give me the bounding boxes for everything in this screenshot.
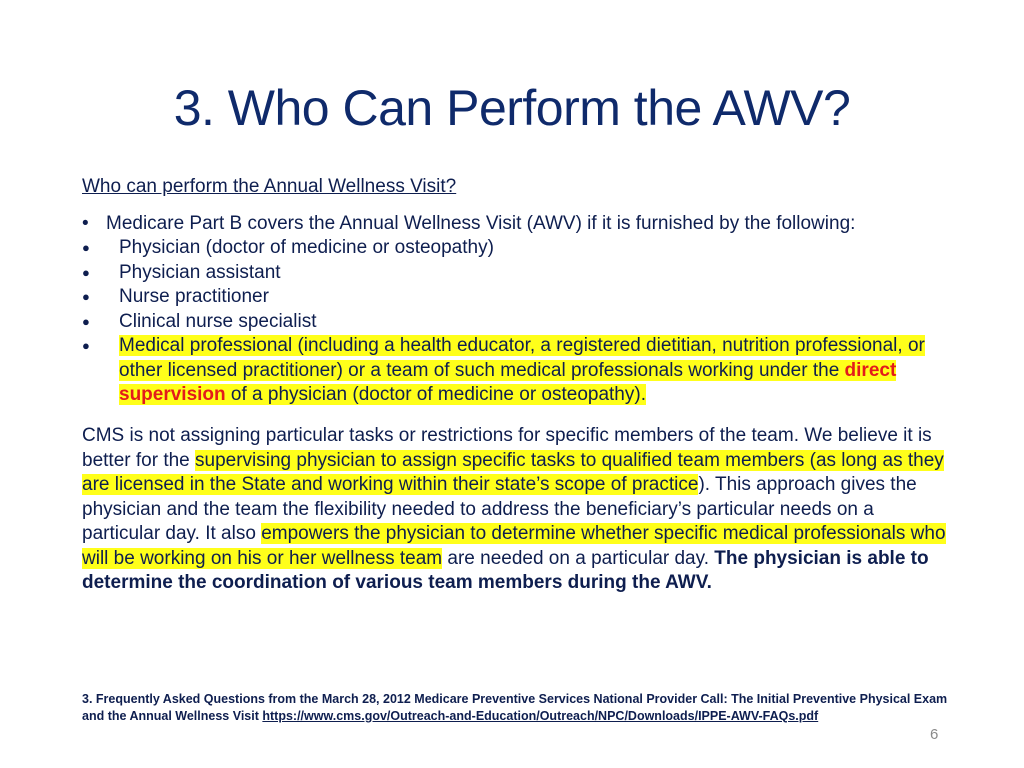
- para-text-3: are needed on a particular day.: [442, 547, 715, 569]
- intro-bullet: [82, 212, 962, 236]
- intro-text: Medicare Part B covers the Annual Wellness Visit (AWV) if it is furnished by the following:: [106, 213, 856, 234]
- subheading: Who can perform the Annual Wellness Visit?: [82, 176, 457, 197]
- role-clinical-nurse-specialist: Clinical nurse specialist: [119, 310, 317, 332]
- cms-paragraph: [82, 424, 952, 596]
- footnote-text: 3. Frequently Asked Questions from the March 28, 2012 Medicare Preventive Services National Provider Call: The Initial Preventive Physical Exam and the Annual Wellness Visit: [82, 692, 948, 723]
- bullet-icon: ●: [82, 264, 90, 280]
- list-item: [82, 285, 942, 310]
- role-nurse-practitioner: Nurse practitioner: [119, 286, 269, 307]
- list-item: [82, 334, 942, 408]
- highlight-empowers-physician: empowers the physician to determine whether specific medical professionals who will be working on his or her wellness team: [82, 523, 946, 569]
- para-bold-conclusion: The physician is able to determine the coordination of various team members during the AWV.: [82, 547, 929, 593]
- slide-title: 3. Who Can Perform the AWV?: [173, 80, 851, 136]
- intro-bullet-icon: •: [82, 213, 89, 234]
- bullet-icon: ●: [82, 289, 90, 304]
- footnote: [82, 691, 962, 725]
- role-medical-professional-highlight: [119, 335, 925, 405]
- bullet-icon: ●: [82, 240, 90, 255]
- role-physician-assistant: Physician assistant: [119, 261, 281, 283]
- bullet-icon: ●: [82, 313, 90, 329]
- para-text-2: ). This approach gives the physician and the team the flexibility needed to address the beneficiary’s particular needs on a particular day. It also: [82, 474, 917, 544]
- list-item: [82, 261, 942, 286]
- list-item: [82, 236, 942, 261]
- list-item: [82, 310, 942, 335]
- highlight-supervising-physician: supervising physician to assign specific tasks to qualified team members (as long as they are licensed in the State and working within their state’s scope of practice: [82, 449, 944, 495]
- direct-supervision-emphasis: direct supervision: [119, 359, 897, 405]
- footnote-link[interactable]: https://www.cms.gov/Outreach-and-Education/Outreach/NPC/Downloads/IPPE-AWV-FAQs.pdf: [262, 709, 819, 723]
- role-physician: Physician (doctor of medicine or osteopathy): [119, 237, 494, 258]
- page-number: 6: [930, 726, 939, 743]
- role5-text-2: of a physician (doctor of medicine or osteopathy).: [225, 384, 646, 405]
- role-list: [82, 236, 942, 408]
- role5-text-1: Medical professional (including a health educator, a registered dietitian, nutrition professional, or other licensed practitioner) or a team of such medical professionals working under the: [119, 335, 925, 381]
- para-text-1: CMS is not assigning particular tasks or restrictions for specific members of the team. We believe it is better for the: [82, 425, 932, 471]
- bullet-icon: ●: [82, 338, 90, 353]
